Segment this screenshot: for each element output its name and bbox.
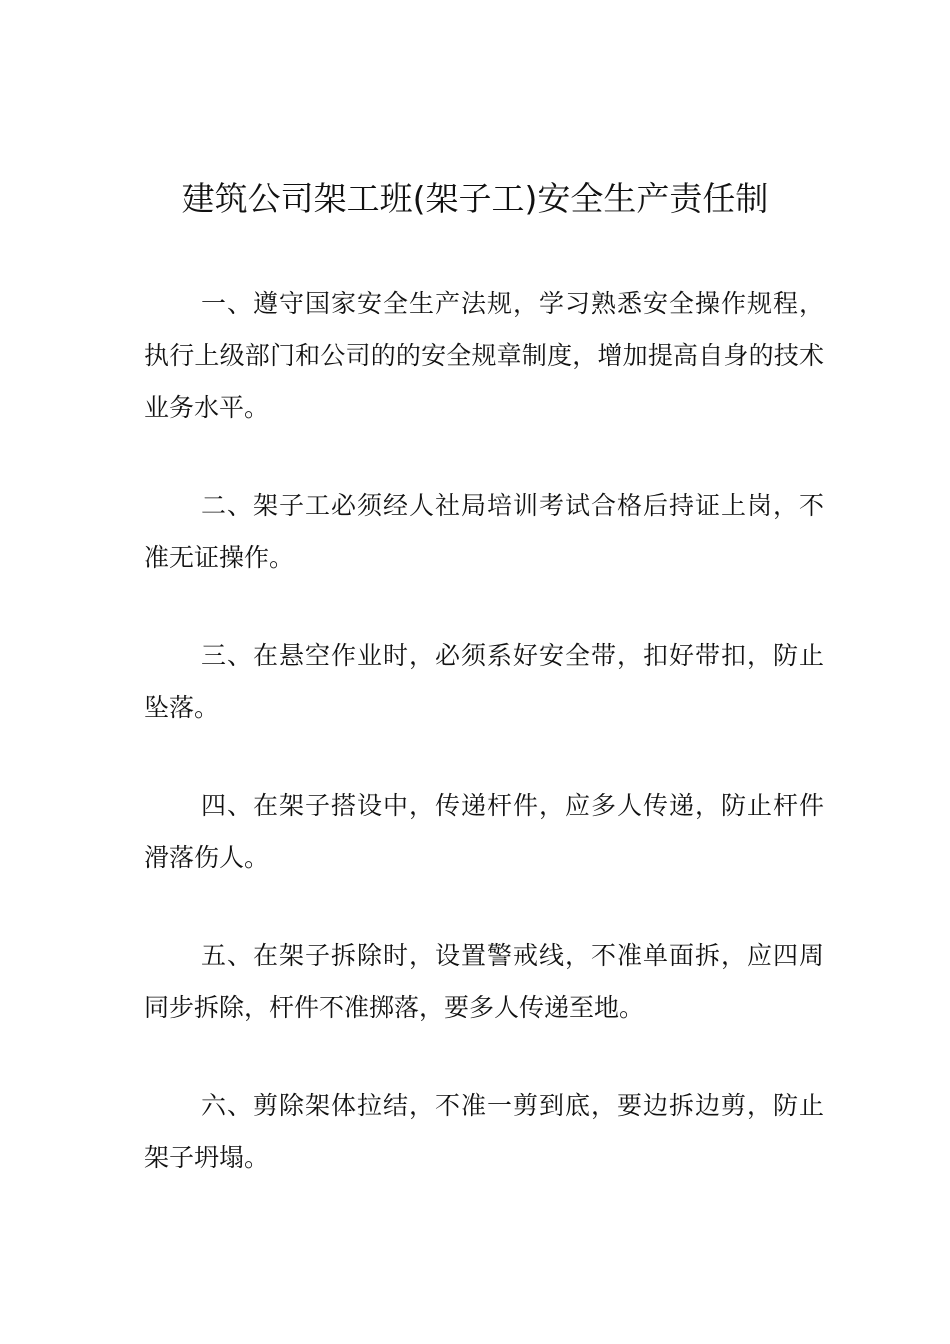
- document-body: [144, 278, 824, 1230]
- document-title: 建筑公司架工班(架子工)安全生产责任制: [181, 179, 769, 218]
- paragraph-5: 五、在架子拆除时，设置警戒线，不准单面拆，应四周同步拆除，杆件不准掷落，要多人传递至地。: [144, 941, 824, 1022]
- paragraph-4: 四、在架子搭设中，传递杆件，应多人传递，防止杆件滑落伤人。: [144, 791, 824, 872]
- paragraph-3: 三、在悬空作业时，必须系好安全带，扣好带扣，防止坠落。: [144, 641, 824, 722]
- paragraph-6: 六、剪除架体拉结，不准一剪到底，要边拆边剪，防止架子坍塌。: [144, 1091, 824, 1172]
- paragraph-2: 二、架子工必须经人社局培训考试合格后持证上岗，不准无证操作。: [144, 491, 824, 572]
- paragraph-1: 一、遵守国家安全生产法规，学习熟悉安全操作规程，执行上级部门和公司的的安全规章制度，增加提高自身的技术业务水平。: [144, 289, 824, 422]
